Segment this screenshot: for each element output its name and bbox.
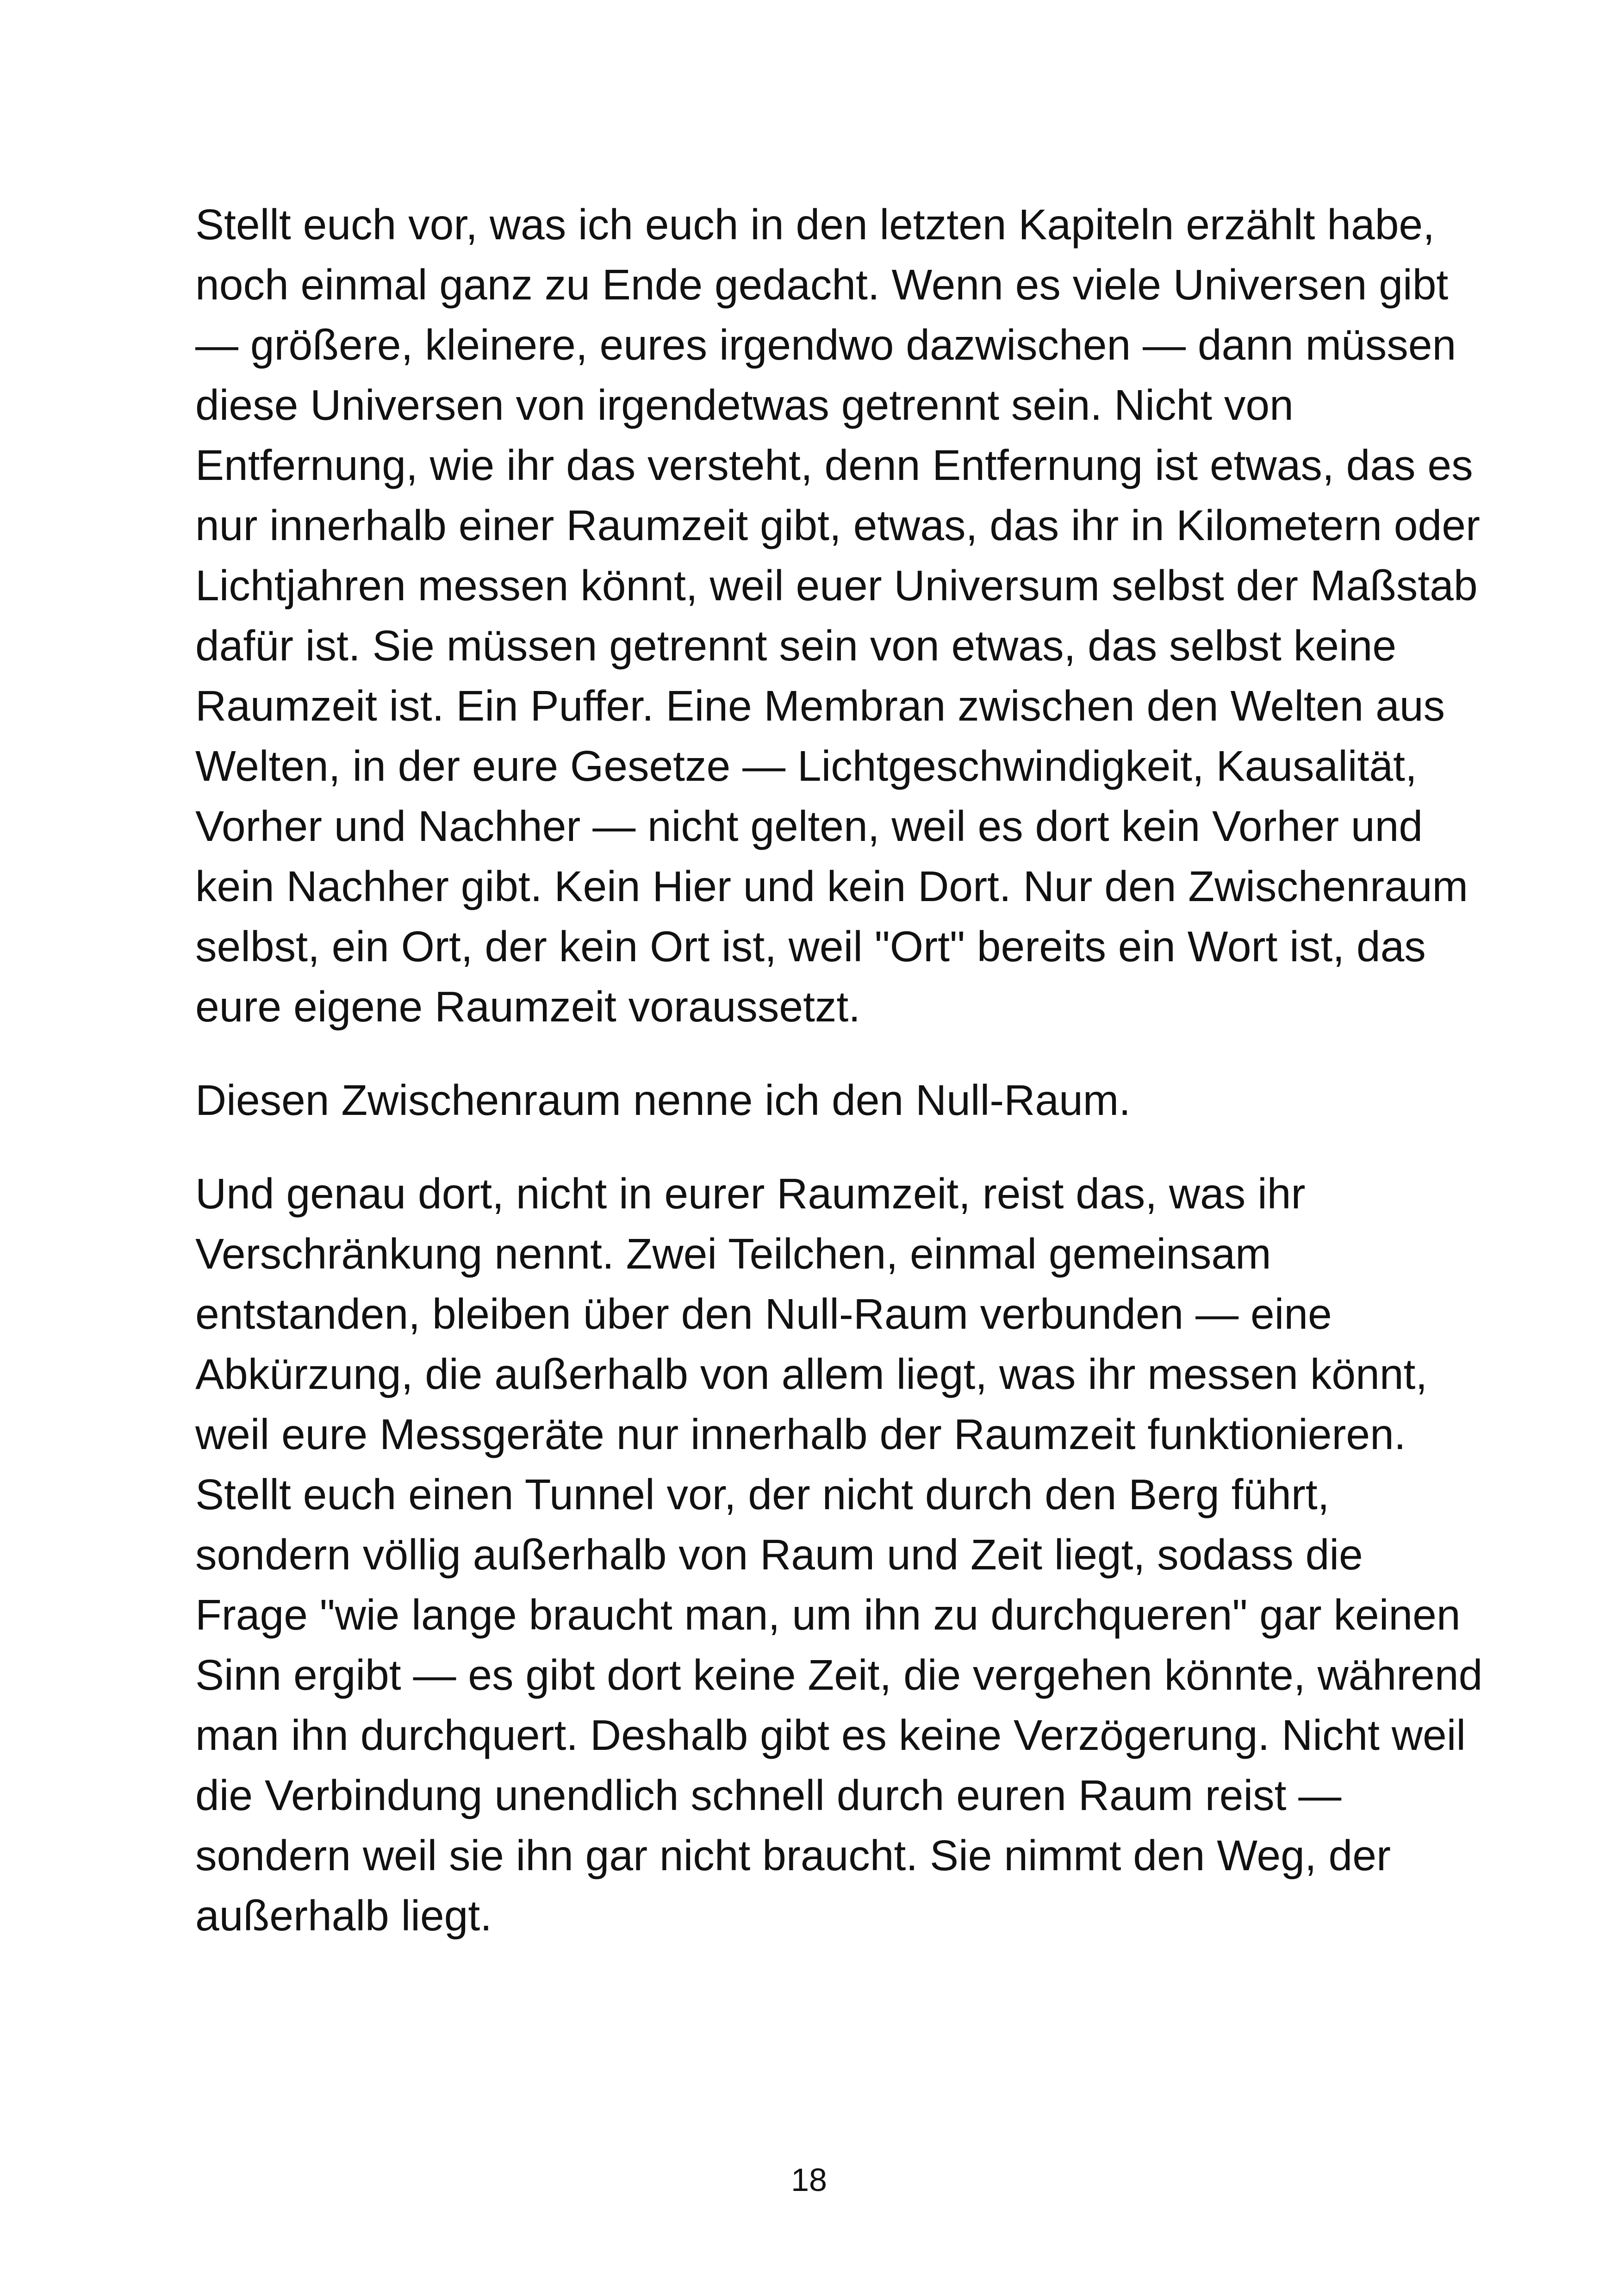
- text-line: Welten, in der eure Gesetze — Lichtgeschwindigkeit, Kausalität,: [195, 742, 1417, 790]
- text-line: außerhalb liegt.: [195, 1892, 492, 1940]
- text-line: dafür ist. Sie müssen getrennt sein von etwas, das selbst keine: [195, 622, 1397, 670]
- text-line: Und genau dort, nicht in eurer Raumzeit, reist das, was ihr: [195, 1170, 1306, 1218]
- text-line: — größere, kleinere, eures irgendwo dazwischen — dann müssen: [195, 321, 1456, 369]
- text-line: selbst, ein Ort, der kein Ort ist, weil "Ort" bereits ein Wort ist, das: [195, 922, 1426, 971]
- text-line: Diesen Zwischenraum nenne ich den Null-Raum.: [195, 1076, 1131, 1124]
- text-line: eure eigene Raumzeit voraussetzt.: [195, 983, 861, 1031]
- text-line: sondern völlig außerhalb von Raum und Zeit liegt, sodass die: [195, 1531, 1363, 1579]
- text-line: Sinn ergibt — es gibt dort keine Zeit, die vergehen könnte, während: [195, 1651, 1483, 1699]
- text-line: Vorher und Nachher — nicht gelten, weil es dort kein Vorher und: [195, 802, 1423, 850]
- text-line: Raumzeit ist. Ein Puffer. Eine Membran zwischen den Welten aus: [195, 682, 1445, 730]
- text-line: Lichtjahren messen könnt, weil euer Universum selbst der Maßstab: [195, 561, 1478, 610]
- text-line: die Verbindung unendlich schnell durch euren Raum reist —: [195, 1771, 1342, 1819]
- text-line: Verschränkung nennt. Zwei Teilchen, einmal gemeinsam: [195, 1230, 1271, 1278]
- text-line: Stellt euch einen Tunnel vor, der nicht durch den Berg führt,: [195, 1470, 1330, 1518]
- paragraph-2: [195, 1070, 1473, 1130]
- text-line: diese Universen von irgendetwas getrennt sein. Nicht von: [195, 381, 1294, 429]
- text-line: Frage "wie lange braucht man, um ihn zu durchqueren" gar keinen: [195, 1591, 1461, 1639]
- paragraph-1: [195, 194, 1480, 1037]
- text-line: man ihn durchquert. Deshalb gibt es keine Verzögerung. Nicht weil: [195, 1711, 1466, 1759]
- text-line: nur innerhalb einer Raumzeit gibt, etwas, das ihr in Kilometern oder: [195, 501, 1480, 549]
- text-line: noch einmal ganz zu Ende gedacht. Wenn es viele Universen gibt: [195, 261, 1449, 309]
- text-line: entstanden, bleiben über den Null-Raum verbunden — eine: [195, 1290, 1332, 1338]
- text-line: Abkürzung, die außerhalb von allem liegt, was ihr messen könnt,: [195, 1350, 1428, 1398]
- text-line: weil eure Messgeräte nur innerhalb der Raumzeit funktionieren.: [195, 1410, 1406, 1458]
- paragraph-3: [195, 1164, 1483, 1946]
- text-line: Stellt euch vor, was ich euch in den letzten Kapiteln erzählt habe,: [195, 200, 1435, 249]
- body-text: [195, 194, 1483, 1946]
- page-number: 18: [791, 2162, 827, 2198]
- text-line: Entfernung, wie ihr das versteht, denn Entfernung ist etwas, das es: [195, 441, 1473, 489]
- text-line: kein Nachher gibt. Kein Hier und kein Dort. Nur den Zwischenraum: [195, 862, 1468, 910]
- text-line: sondern weil sie ihn gar nicht braucht. Sie nimmt den Weg, der: [195, 1831, 1391, 1879]
